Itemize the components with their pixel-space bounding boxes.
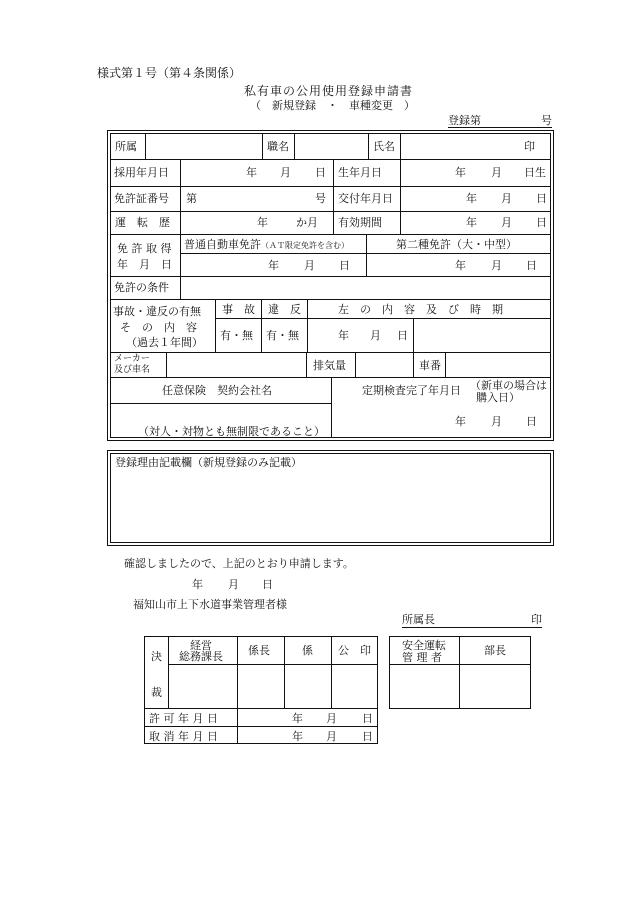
license-acquired-label-1: 免 許 取 得 — [117, 242, 172, 255]
reason-label: 登録理由記載欄（新規登録のみ記載） — [115, 456, 302, 469]
form-number: 様式第１号（第４条関係） — [97, 66, 242, 80]
birth-date-label: 生年月日 — [338, 166, 382, 179]
manager-label-2: 総務課長 — [179, 650, 223, 663]
manager-label-1: 経営 — [190, 639, 212, 652]
unlimited-note: （対人・対物とも無制限であること） — [138, 425, 325, 438]
permit-date-label: 許 可 年 月 日 — [149, 712, 218, 725]
violation-day-unit: 日 — [397, 329, 408, 342]
issue-month-unit: 月 — [501, 192, 512, 205]
safety-manager-label-1: 安全運転 — [402, 639, 446, 652]
safety-manager-stamp-cell[interactable] — [390, 665, 458, 708]
inspection-month-unit: 月 — [491, 415, 502, 428]
permit-day-unit: 日 — [362, 712, 373, 725]
cancel-year-unit: 年 — [292, 730, 303, 743]
history-month-unit: か月 — [296, 216, 318, 229]
name-input[interactable] — [401, 134, 521, 158]
license-conditions-label: 免許の条件 — [114, 281, 169, 294]
license-number-label: 免許証番号 — [114, 192, 169, 205]
permit-month-unit: 月 — [326, 712, 337, 725]
job-title-label: 職名 — [267, 140, 289, 153]
violations-label-3: （過去１年間） — [126, 336, 203, 349]
form-title: 私有車の公用使用登録申請書 — [244, 84, 414, 98]
affiliation-label: 所属 — [115, 140, 137, 153]
maker-input[interactable] — [167, 353, 305, 376]
driving-history-label: 運 転 歴 — [115, 216, 170, 229]
permit-year-unit: 年 — [292, 712, 303, 725]
kessai-label-1: 決 — [151, 650, 162, 663]
ordinary-month-unit: 月 — [304, 259, 315, 272]
affiliation-input[interactable] — [146, 134, 261, 158]
hire-month-unit: 月 — [280, 166, 291, 179]
birth-month-unit: 月 — [491, 166, 502, 179]
addressee: 福知山市上下水道事業管理者様 — [133, 598, 287, 611]
permit-date-input[interactable] — [238, 709, 377, 725]
license-conditions-input[interactable] — [181, 277, 550, 298]
name-label: 氏名 — [373, 140, 395, 153]
violations-label-2: そ の 内 容 — [120, 321, 197, 334]
class2-month-unit: 月 — [491, 259, 502, 272]
detail-header: 左 の 内 容 及 び 時 期 — [338, 303, 503, 316]
dept-chief-label: 部長 — [484, 644, 506, 657]
dept-chief-stamp-cell[interactable] — [460, 665, 530, 708]
registration-number-suffix: 号 — [541, 114, 552, 127]
history-year-unit: 年 — [257, 216, 268, 229]
valid-period-label: 有効期間 — [338, 216, 382, 229]
cancel-date-input[interactable] — [238, 727, 377, 743]
accident-header: 事 故 — [222, 303, 255, 316]
name-seal: 印 — [524, 140, 535, 153]
cancel-month-unit: 月 — [326, 730, 337, 743]
chief-stamp-cell[interactable] — [238, 665, 283, 707]
birth-day-unit: 日生 — [524, 166, 546, 179]
ordinary-license-text: 普通自動車免許 — [184, 238, 261, 251]
issue-year-unit: 年 — [466, 192, 477, 205]
ordinary-day-unit: 日 — [339, 259, 350, 272]
inspection-label: 定期検査完了年月日 — [362, 384, 461, 397]
application-month-unit: 月 — [228, 578, 239, 591]
safety-manager-label-2: 管 理 者 — [402, 651, 442, 664]
official-seal-label: 公 印 — [338, 644, 371, 657]
car-number-input[interactable] — [446, 353, 550, 376]
displacement-input[interactable] — [356, 353, 412, 376]
kessai-label-2: 裁 — [151, 686, 162, 699]
car-number-label: 車番 — [419, 359, 441, 372]
class2-license-label: 第二種免許（大・中型） — [396, 238, 517, 251]
inspection-year-unit: 年 — [455, 415, 466, 428]
issue-date-label: 交付年月日 — [338, 192, 393, 205]
application-day-unit: 日 — [262, 578, 273, 591]
license-number-input[interactable] — [198, 187, 312, 210]
accident-yes-no[interactable]: 有・無 — [220, 329, 253, 342]
confirmation-text: 確認しましたので、上記のとおり申請します。 — [124, 557, 354, 570]
class2-year-unit: 年 — [455, 259, 466, 272]
cancel-date-label: 取 消 年 月 日 — [149, 730, 218, 743]
violation-detail-input[interactable] — [414, 319, 550, 351]
inspection-date-input[interactable] — [332, 404, 550, 437]
insurance-label: 任意保険 契約会社名 — [162, 384, 272, 397]
cancel-day-unit: 日 — [362, 730, 373, 743]
license-number-suffix: 号 — [315, 192, 326, 205]
violation-month-unit: 月 — [370, 329, 381, 342]
application-year-unit: 年 — [192, 578, 203, 591]
new-car-note-2: 購入日） — [476, 391, 520, 404]
class2-day-unit: 日 — [526, 259, 537, 272]
valid-day-unit: 日 — [536, 216, 547, 229]
department-head-seal: 印 — [531, 613, 542, 626]
hire-day-unit: 日 — [315, 166, 326, 179]
staff-stamp-cell[interactable] — [285, 665, 330, 707]
at-limited-note: （ＡＴ限定免許を含む） — [261, 241, 349, 250]
maker-label-2: 及び車名 — [114, 365, 151, 375]
department-head-label: 所属長 — [402, 613, 435, 626]
hire-year-unit: 年 — [246, 166, 257, 179]
valid-month-unit: 月 — [501, 216, 512, 229]
license-acquired-label-2: 年 月 日 — [117, 258, 172, 271]
issue-day-unit: 日 — [536, 192, 547, 205]
hire-date-label: 採用年月日 — [114, 166, 169, 179]
registration-number-label: 登録第 — [448, 114, 481, 127]
new-car-note-1: （新車の場合は — [470, 379, 547, 392]
maker-label-1: メーカー — [114, 354, 150, 364]
valid-year-unit: 年 — [466, 216, 477, 229]
form-subtitle: （ 新規登録 ・ 車種変更 ） — [250, 99, 415, 112]
department-head-field[interactable] — [402, 614, 542, 628]
inspection-day-unit: 日 — [526, 415, 537, 428]
manager-stamp-cell[interactable] — [169, 665, 236, 707]
chief-label: 係長 — [248, 644, 270, 657]
displacement-label: 排気量 — [313, 359, 346, 372]
violation-yes-no[interactable]: 有・無 — [266, 329, 299, 342]
job-title-input[interactable] — [295, 134, 367, 158]
registration-number-field[interactable] — [448, 115, 552, 128]
violations-label-1: 事故・違反の有無 — [113, 305, 201, 318]
birth-year-unit: 年 — [455, 166, 466, 179]
violation-year-unit: 年 — [338, 329, 349, 342]
ordinary-year-unit: 年 — [268, 259, 279, 272]
violation-header: 違 反 — [268, 303, 301, 316]
staff-label: 係 — [302, 644, 313, 657]
ordinary-license-label — [184, 239, 349, 250]
license-number-prefix: 第 — [186, 192, 197, 205]
official-seal-cell[interactable] — [332, 665, 377, 707]
